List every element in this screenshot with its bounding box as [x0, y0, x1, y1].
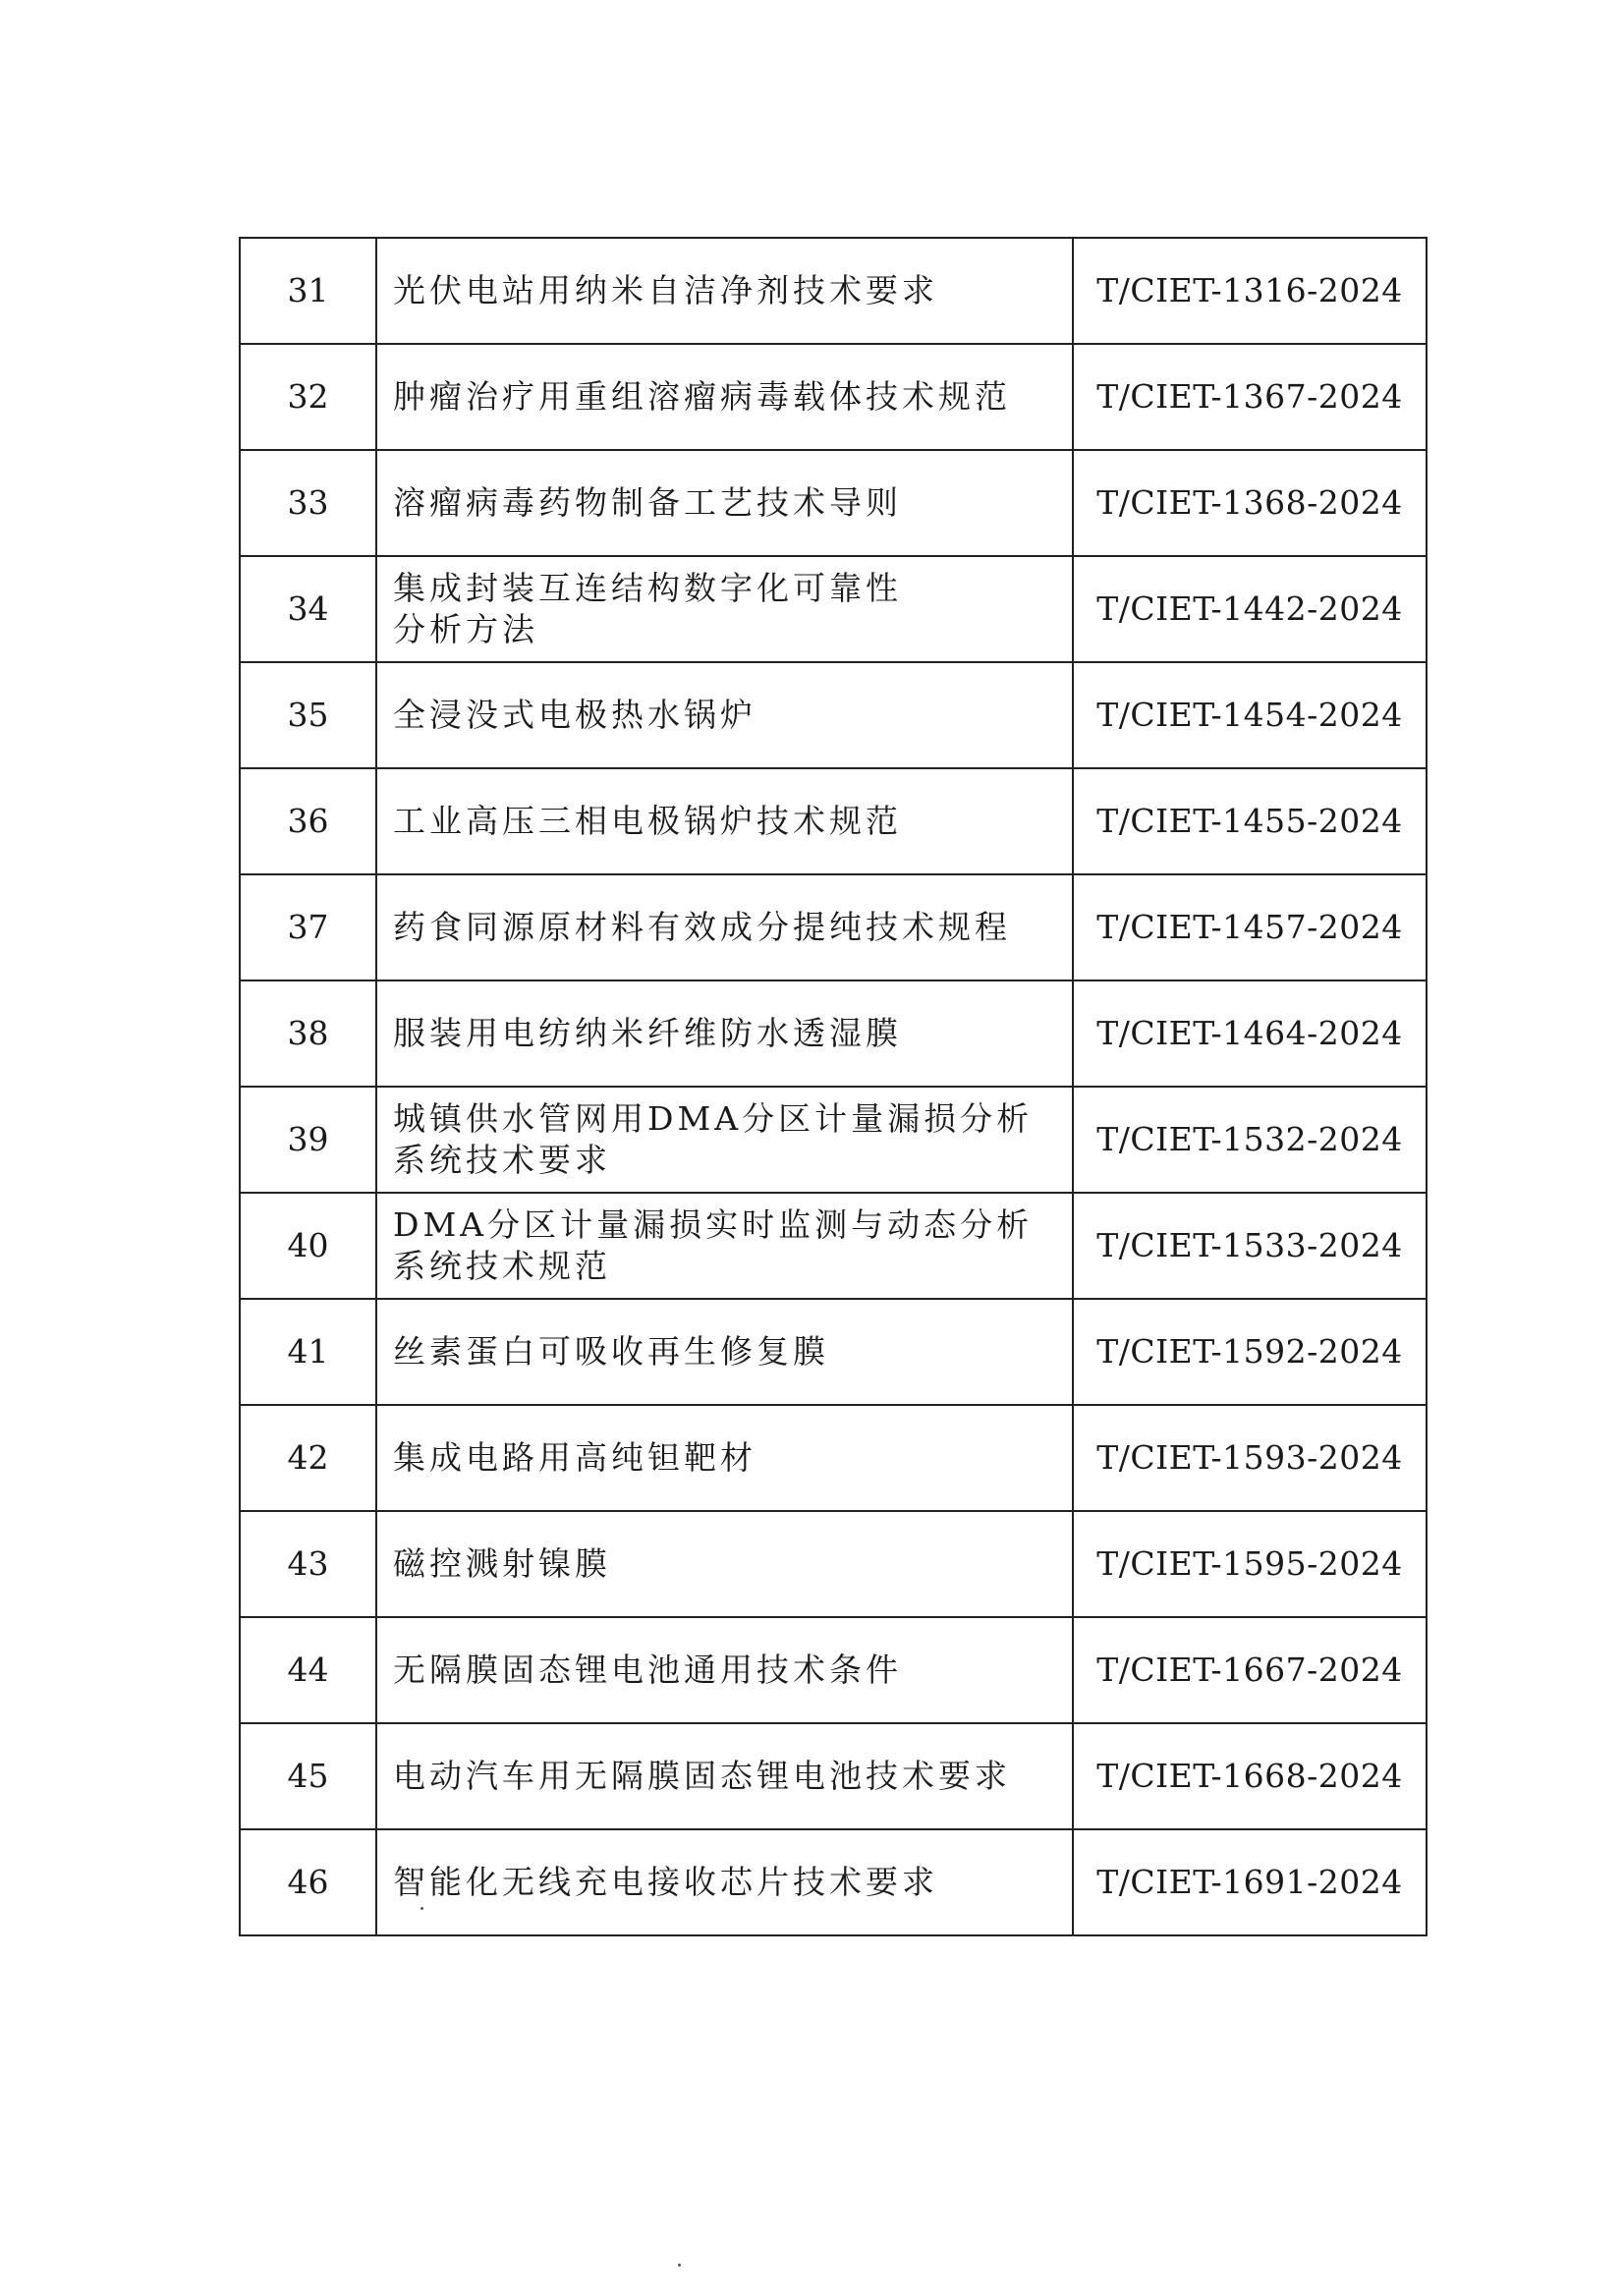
standard-name-line: 系统技术要求	[393, 1141, 611, 1179]
standard-code: T/CIET-1316-2024	[1073, 238, 1427, 344]
standard-code: T/CIET-1668-2024	[1073, 1723, 1427, 1829]
standard-code: T/CIET-1595-2024	[1073, 1511, 1427, 1617]
standard-code: T/CIET-1367-2024	[1073, 344, 1427, 450]
standard-name-line: 集成封装互连结构数字化可靠性	[393, 568, 902, 607]
standard-name	[376, 556, 1073, 662]
standard-name-line: 无隔膜固态锂电池通用技术条件	[393, 1650, 902, 1689]
table-row	[240, 1405, 1427, 1511]
scan-speck	[678, 2264, 681, 2267]
standard-code: T/CIET-1532-2024	[1073, 1087, 1427, 1193]
standard-code: T/CIET-1464-2024	[1073, 980, 1427, 1087]
row-number: 36	[240, 768, 376, 874]
standard-name	[376, 1299, 1073, 1405]
standard-code: T/CIET-1457-2024	[1073, 874, 1427, 980]
table-row	[240, 1829, 1427, 1935]
standard-name	[376, 1087, 1073, 1193]
standards-table-body	[240, 238, 1427, 1935]
standard-name-line: 智能化无线充电接收芯片技术要求	[393, 1862, 938, 1901]
standard-code: T/CIET-1592-2024	[1073, 1299, 1427, 1405]
standard-name-line: 全浸没式电极热水锅炉	[393, 695, 756, 734]
standard-name-line: 工业高压三相电极锅炉技术规范	[393, 801, 902, 840]
table-row	[240, 1299, 1427, 1405]
row-number: 41	[240, 1299, 376, 1405]
standard-code: T/CIET-1593-2024	[1073, 1405, 1427, 1511]
standard-code: T/CIET-1691-2024	[1073, 1829, 1427, 1935]
row-number: 46	[240, 1829, 376, 1935]
table-row	[240, 1087, 1427, 1193]
row-number: 31	[240, 238, 376, 344]
standard-name	[376, 1511, 1073, 1617]
standard-code: T/CIET-1667-2024	[1073, 1617, 1427, 1723]
row-number: 35	[240, 662, 376, 768]
standard-name	[376, 768, 1073, 874]
table-row	[240, 1193, 1427, 1299]
standard-name	[376, 980, 1073, 1087]
row-number: 43	[240, 1511, 376, 1617]
table-row	[240, 1511, 1427, 1617]
standard-name-line: 电动汽车用无隔膜固态锂电池技术要求	[393, 1756, 1011, 1795]
row-number: 45	[240, 1723, 376, 1829]
standard-name	[376, 1617, 1073, 1723]
table-row	[240, 662, 1427, 768]
standard-name-line: 肿瘤治疗用重组溶瘤病毒载体技术规范	[393, 376, 1011, 416]
row-number: 33	[240, 450, 376, 556]
standard-name	[376, 1193, 1073, 1299]
standard-name	[376, 450, 1073, 556]
table-row	[240, 1723, 1427, 1829]
table-row	[240, 238, 1427, 344]
standard-name	[376, 662, 1073, 768]
table-row	[240, 344, 1427, 450]
standard-name-line: DMA分区计量漏损实时监测与动态分析	[393, 1204, 1034, 1244]
row-number: 40	[240, 1193, 376, 1299]
standard-name-line: 药食同源原材料有效成分提纯技术规程	[393, 907, 1011, 946]
standard-name-line: 溶瘤病毒药物制备工艺技术导则	[393, 482, 902, 522]
standard-name-line: 丝素蛋白可吸收再生修复膜	[393, 1331, 829, 1371]
standards-table	[239, 237, 1428, 1936]
standard-name	[376, 874, 1073, 980]
standard-name-line: 光伏电站用纳米自洁净剂技术要求	[393, 270, 938, 309]
row-number: 37	[240, 874, 376, 980]
standard-code: T/CIET-1454-2024	[1073, 662, 1427, 768]
standard-name-line: 服装用电纺纳米纤维防水透湿膜	[393, 1013, 902, 1052]
table-row	[240, 768, 1427, 874]
standard-code: T/CIET-1533-2024	[1073, 1193, 1427, 1299]
scan-speck	[420, 1907, 423, 1910]
standard-name	[376, 1829, 1073, 1935]
standard-name	[376, 344, 1073, 450]
standard-code: T/CIET-1368-2024	[1073, 450, 1427, 556]
row-number: 44	[240, 1617, 376, 1723]
standard-code: T/CIET-1442-2024	[1073, 556, 1427, 662]
row-number: 32	[240, 344, 376, 450]
table-row	[240, 450, 1427, 556]
row-number: 39	[240, 1087, 376, 1193]
standard-name-line: 分析方法	[393, 610, 538, 648]
standard-code: T/CIET-1455-2024	[1073, 768, 1427, 874]
table-row	[240, 556, 1427, 662]
table-row	[240, 874, 1427, 980]
standard-name-line: 系统技术规范	[393, 1247, 611, 1285]
standard-name	[376, 1723, 1073, 1829]
standard-name	[376, 238, 1073, 344]
standard-name-line: 集成电路用高纯钽靶材	[393, 1437, 756, 1477]
table-row	[240, 1617, 1427, 1723]
standard-name	[376, 1405, 1073, 1511]
standard-name-line: 磁控溅射镍膜	[393, 1543, 611, 1583]
row-number: 34	[240, 556, 376, 662]
row-number: 42	[240, 1405, 376, 1511]
standard-name-line: 城镇供水管网用DMA分区计量漏损分析	[393, 1098, 1034, 1138]
row-number: 38	[240, 980, 376, 1087]
table-row	[240, 980, 1427, 1087]
